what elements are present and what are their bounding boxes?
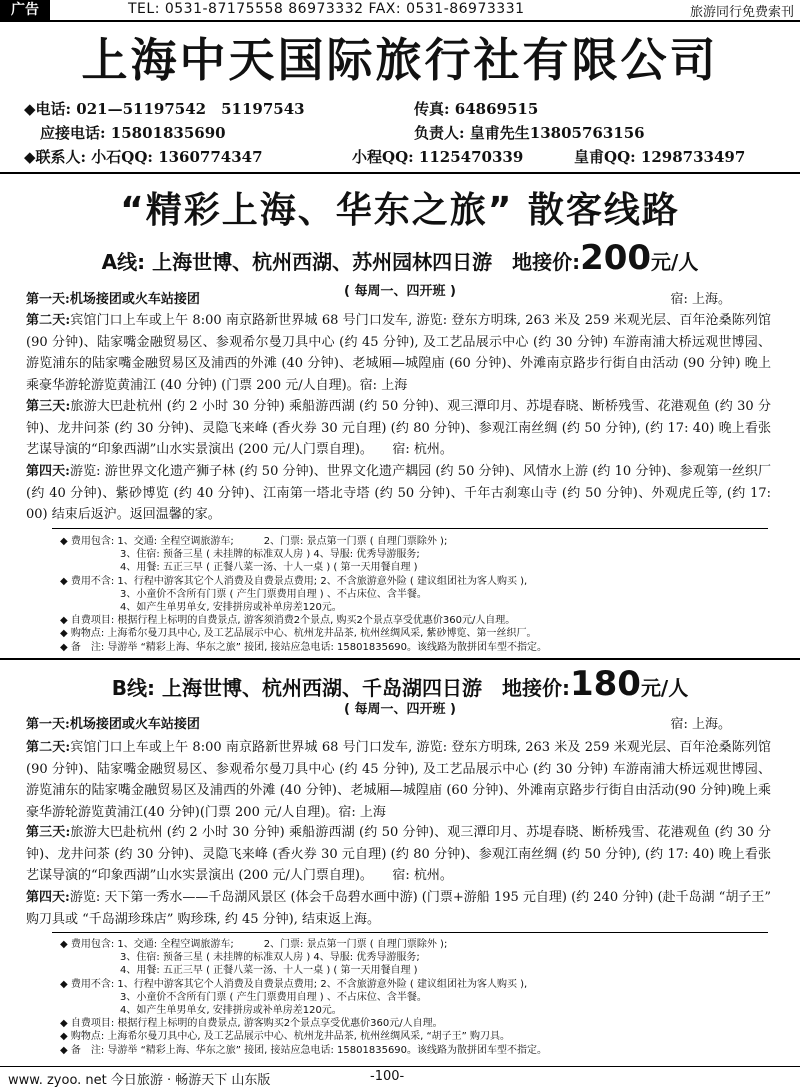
route-a-day-1 [26, 289, 771, 311]
note-line: 3、住宿: 预备三星 ( 未挂牌的标准双人房 ) 4、导服: 优秀导游服务; [60, 549, 420, 561]
route-b-name: B线: 上海世博、杭州西湖、千岛湖四日游 地接价: [111, 676, 570, 700]
route-b-day-4 [26, 887, 771, 930]
day-label: 第四天: [26, 890, 70, 905]
day-text: 游览: 天下第一秀水——千岛湖风景区 (体会千岛碧水画中游) (门票+游船 195 元自理) (约 240 分钟) (赴千岛湖 “胡子王” 购刀具或 “千岛湖珍珠店” 购珍珠, 约 45 分钟), 结束返上海。 [26, 890, 771, 927]
route-b-day-1 [26, 714, 771, 736]
top-bar [0, 0, 800, 22]
note-line: ◆ 费用包含: 1、交通: 全程空调旅游车; 2、门票: 景点第一门票 ( 自理门票除外 ); [60, 536, 448, 547]
day-label: 第二天: [26, 313, 71, 328]
route-a-notes [60, 535, 760, 654]
route-b-unit: 元/人 [640, 676, 689, 700]
route-a-day-4 [26, 461, 771, 526]
day-text: 机场接团或火车站接团 [69, 292, 200, 307]
note-line: 4、如产生单男单女, 安排拼房或补单房差120元。 [60, 1005, 342, 1017]
route-a-day-3 [26, 396, 771, 461]
route-a-schedule: ( 每周一、四开班 ) [344, 284, 456, 299]
day-stay: 宿: 上海。 [670, 292, 731, 307]
note-line: 3、小童价不含所有门票 ( 产生门票费用自理 ) 、不占床位、含半餐。 [60, 588, 427, 600]
page-number: -100- [370, 1069, 405, 1084]
note-line: ◆ 自费项目: 根据行程上标明的自费景点, 游客购买2个景点享受优惠价360元/人自理。 [60, 1018, 443, 1030]
route-b-day-3 [26, 822, 771, 887]
day-text: 机场接团或火车站接团 [69, 717, 200, 732]
day-text: 旅游大巴赴杭州 (约 2 小时 30 分钟) 乘船游西湖 (约 50 分钟)、观三潭印月、苏堤春晓、断桥残雪、花港观鱼 (约 30 分钟)、龙井问茶 (约 30 分钟)、灵隐飞来峰 (香火券 30 元自理) (约 80 分钟)、参观江南丝绸 (约 50 分钟), (约 17: 40) 晚上看张艺谋导演的“印象西湖”山水实景演出 (200 元/人门票自理)。 宿: 杭州。 [26, 399, 771, 458]
day-label: 第三天: [26, 825, 71, 840]
phone-row [24, 98, 538, 119]
day-stay: 宿: 上海。 [670, 717, 731, 732]
day-text: 游览: 游世界文化遗产狮子林 (约 50 分钟)、世界文化遗产耦园 (约 50 分钟)、风情水上游 (约 10 分钟)、参观第一丝织厂 (约 40 分钟)、紫砂博览 (约 40 分钟)、江南第一塔北寺塔 (约 50 分钟)、千年古刹寒山寺 (约 50 分钟)、外观虎丘等, (约 17: 00) 结束后返沪。返回温馨的家。 [26, 464, 771, 523]
manager-contact: 负责人: 皇甫先生13805763156 [414, 124, 645, 142]
note-line: 4、用餐: 五正三早 ( 正餐八菜一汤、十人一桌 ) ( 第一天用餐自理 ) [60, 965, 418, 977]
note-line: ◆ 购物点: 上海希尔曼刀具中心, 及工艺品展示中心、杭州龙井品茶, 杭州丝绸风采, “胡子王” 购刀具。 [60, 1031, 511, 1043]
route-b-notes [60, 938, 760, 1057]
company-name: 上海中天国际旅行社有限公司 [81, 33, 719, 87]
note-line: ◆ 购物点: 上海希尔曼刀具中心, 及工艺品展示中心、杭州龙井品茶, 杭州丝绸风采, 紫砂博览、第一丝织厂。 [60, 628, 537, 640]
note-line: ◆ 自费项目: 根据行程上标明的自费景点, 游客须消费2个景点, 购买2个景点享受优惠价360元/人自理。 [60, 615, 516, 627]
headline: “精彩上海、华东之旅” 散客线路 [120, 190, 680, 231]
day-label: 第一天: [26, 292, 70, 307]
note-line: ◆ 备 注: 导游举 “精彩上海、华东之旅” 接团, 接站应急电话: 15801835690。该线路为散拼团车型不指定。 [60, 1044, 548, 1056]
emergency-row [40, 122, 645, 143]
footer-site: www. zyoo. net 今日旅游 · 畅游天下 山东版 [8, 1073, 271, 1088]
qq-contact-2: 小程QQ: 1125470339 [352, 148, 524, 166]
route-a-unit: 元/人 [651, 250, 699, 274]
qq-row [24, 146, 745, 167]
day-label: 第一天: [26, 717, 70, 732]
route-divider [0, 658, 800, 660]
route-a-price: 200 [580, 238, 652, 278]
publisher-slogan: 旅游同行免费索刊 [689, 5, 794, 20]
note-line: ◆ 费用不含: 1、行程中游客其它个人消费及自费景点费用; 2、不含旅游意外险 ( 建议组团社为客人购买 ), [60, 575, 528, 587]
day-text: 宾馆门口上车或上午 8:00 南京路新世界城 68 号门口发车, 游览: 登东方明珠, 263 米及 259 米观光层、百年沧桑陈列馆 (90 分钟)、陆家嘴金融贸易区、参观希尔曼刀具中心 (约 45 分钟), 及工艺品展示中心 (约 30 分钟) 车游南浦大桥远观世博园、游览浦东的陆家嘴金融贸易区及浦西的外滩 (40 分钟)、老城厢—城隍庙 (60 分钟)、外滩南京路步行街自由活动(90 分钟)晚上乘豪华游轮游览黄浦江(40 分钟)(门票 200 元/人自理)。宿: 上海 [26, 740, 771, 820]
route-b-day-2 [26, 737, 771, 823]
qq-contact-3: 皇甫QQ: 1298733497 [574, 148, 746, 166]
header-divider [0, 172, 800, 174]
route-a-title [0, 238, 800, 278]
note-line: 4、如产生单男单女, 安排拼房或补单房差120元。 [60, 602, 342, 614]
day-text: 旅游大巴赴杭州 (约 2 小时 30 分钟) 乘船游西湖 (约 50 分钟)、观三潭印月、苏堤春晓、断桥残雪、花港观鱼 (约 30 分钟)、龙井问茶 (约 30 分钟)、灵隐飞来峰 (香火券 30 元自理) (约 80 分钟)、参观江南丝绸 (约 50 分钟), (约 17: 40) 晚上看张艺谋导演的“印象西湖”山水实景演出 (200 元/人门票自理)。 宿: 杭州。 [26, 825, 771, 884]
ad-tag: 广告 [0, 0, 50, 20]
route-b-schedule: ( 每周一、四开班 ) [344, 702, 456, 717]
day-label: 第二天: [26, 740, 71, 755]
note-line: ◆ 费用不含: 1、行程中游客其它个人消费及自费景点费用; 2、不含旅游意外险 ( 建议组团社为客人购买 ), [60, 978, 528, 990]
note-line: ◆ 备 注: 导游举 “精彩上海、华东之旅” 接团, 接站应急电话: 15801835690。该线路为散拼团车型不指定。 [60, 641, 548, 653]
publisher-contact: TEL: 0531-87175558 86973332 FAX: 0531-86973331 [128, 1, 525, 17]
day-label: 第四天: [26, 464, 70, 479]
note-line: ◆ 费用包含: 1、交通: 全程空调旅游车; 2、门票: 景点第一门票 ( 自理门票除外 ); [60, 939, 448, 950]
day-text: 宾馆门口上车或上午 8:00 南京路新世界城 68 号门口发车, 游览: 登东方明珠, 263 米及 259 米观光层、百年沧桑陈列馆 (90 分钟)、陆家嘴金融贸易区、参观希尔曼刀具中心 (约 45 分钟), 及工艺品展示中心 (约 30 分钟) 车游南浦大桥远观世博园、游览浦东的陆家嘴金融贸易区及浦西的外滩 (40 分钟)、老城厢—城隍庙 (60 分钟)、外滩南京路步行街自由活动 (90 分钟) 晚上乘豪华游轮游览黄浦江 (40 分钟) (门票 200 元/人自理)。宿: 上海 [26, 313, 771, 393]
note-line: 4、用餐: 五正三早 ( 正餐八菜一汤、十人一桌 ) ( 第一天用餐自理 ) [60, 562, 418, 574]
route-a-divider [52, 528, 768, 529]
phone-numbers: ◆电话: 021—51197542 51197543 [24, 100, 305, 118]
route-a-day-2 [26, 310, 771, 396]
fax-number: 传真: 64869515 [414, 100, 539, 118]
route-a-name: A线: 上海世博、杭州西湖、苏州园林四日游 地接价: [101, 250, 581, 274]
note-line: 3、住宿: 预备三星 ( 未挂牌的标准双人房 ) 4、导服: 优秀导游服务; [60, 952, 420, 964]
route-b-divider [52, 932, 768, 933]
page-footer [0, 1066, 800, 1086]
day-label: 第三天: [26, 399, 71, 414]
route-b-price: 180 [569, 664, 641, 704]
emergency-phone: 应接电话: 15801835690 [40, 124, 226, 142]
qq-contact-1: ◆联系人: 小石QQ: 1360774347 [24, 148, 263, 166]
note-line: 3、小童价不含所有门票 ( 产生门票费用自理 ) 、不占床位、含半餐。 [60, 991, 427, 1003]
